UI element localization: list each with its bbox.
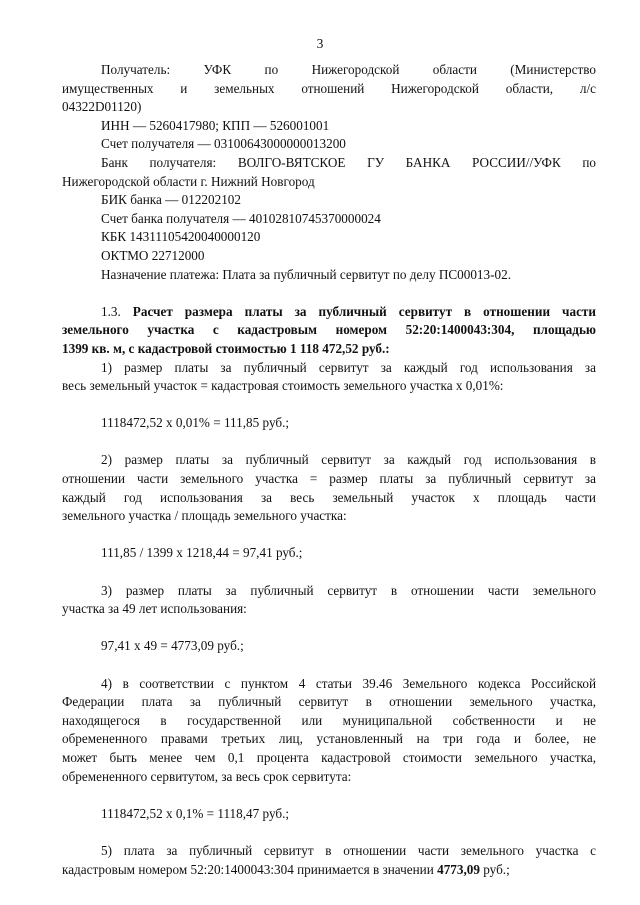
purpose-line: Назначение платежа: Плата за публичный сервитут по делу ПС00013-02. [101,266,511,282]
item-2-line-3: каждый год использования за весь земельный участок x площадь части [62,489,596,505]
item-4-line-6: обремененного сервитутом, за весь срок сервитута: [62,768,352,784]
section-number: 1.3. [101,303,133,319]
formula-3: 97,41 x 49 = 4773,09 руб.; [101,638,244,654]
item-4-line-1: 4) в соответствии с пунктом 4 статьи 39.46 Земельного кодекса Российской [101,675,596,691]
item-5-line-1: 5) плата за публичный сервитут в отношении части земельного участка с [101,842,596,858]
item-4-line-2: Федерации плата за публичный сервитут в отношении земельного участка, [62,694,596,710]
kbk-line: КБК 14311105420040000120 [101,229,261,245]
spacer [62,619,596,638]
spacer [62,284,596,303]
spacer [62,526,596,545]
spacer [62,656,596,675]
account-line: Счет получателя — 03100643000000013200 [101,136,346,152]
formula-2: 111,85 / 1399 x 1218,44 = 97,41 руб.; [101,545,303,561]
document-body [62,61,596,879]
page-number: 3 [316,36,324,51]
item-5-text: кадастровым номером 52:20:1400043:304 принимается в значении [62,861,438,877]
spacer [62,823,596,842]
section-heading-line-1 [62,303,596,322]
item-4-line-3: находящегося в государственной или муниципальной собственности и не [62,712,596,728]
recipient-line-1: Получатель: УФК по Нижегородской области (Министерство [101,62,596,77]
bik-line: БИК банка — 012202102 [101,192,241,208]
oktmo-line: ОКТМО 22712000 [101,247,205,263]
item-5-amount: 4773,09 [437,861,480,877]
item-2-line-4: земельного участка / площадь земельного участка: [62,508,347,524]
spacer [62,563,596,582]
bank-account-line: Счет банка получателя — 40102810745370000024 [101,210,381,226]
section-heading-text-1: Расчет размера платы за публичный сервитут в отношении части [132,303,596,319]
formula-1: 1118472,52 x 0,01% = 111,85 руб.; [101,415,290,431]
item-1-line-1: 1) размер платы за публичный сервитут за каждый год использования за [101,359,596,375]
spacer [62,786,596,805]
item-3-line-2: участка за 49 лет использования: [62,601,247,617]
inn-kpp-line: ИНН — 5260417980; КПП — 526001001 [101,117,330,133]
item-4-line-5: может быть менее чем 0,1 процента кадастровой стоимости земельного участка, [62,749,596,765]
spacer [62,433,596,452]
section-heading-line-2: земельного участка с кадастровым номером 52:20:1400043:304, площадью [62,322,596,338]
recipient-line-3: 04322D01120) [62,99,142,115]
section-heading-line-3: 1399 кв. м, с кадастровой стоимостью 1 118 472,52 руб.: [62,340,390,356]
spacer [62,396,596,415]
item-3-line-1: 3) размер платы за публичный сервитут в отношении части земельного [101,582,596,598]
item-1-line-2: весь земельный участок = кадастровая стоимость земельного участка x 0,01%: [62,378,504,394]
item-5-unit: руб.; [479,861,510,877]
item-4-line-4: обремененного правами третьих лиц, установленный на три года и более, не [62,731,596,747]
item-5-line-2 [62,861,596,880]
recipient-line-2: имущественных и земельных отношений Нижегородской области, л/с [62,80,596,96]
formula-4: 1118472,52 x 0,1% = 1118,47 руб.; [101,805,290,821]
item-2-line-1: 2) размер платы за публичный сервитут за каждый год использования в [101,452,596,468]
bank-line-1: Банк получателя: ВОЛГО-ВЯТСКОЕ ГУ БАНКА РОССИИ//УФК по [101,154,596,170]
item-2-line-2: отношении части земельного участка = размер платы за публичный сервитут за [62,471,596,487]
bank-line-2: Нижегородской области г. Нижний Новгород [62,173,315,189]
